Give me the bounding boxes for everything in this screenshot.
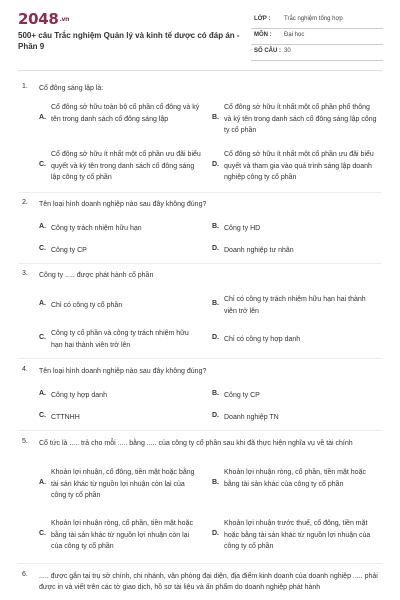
question-number: 1. [22,83,28,90]
option-letter: A. [39,300,46,307]
option-letter: A. [39,479,46,486]
question-divider [18,430,382,431]
question-text: Cổ đông sáng lập là: [39,85,104,92]
question-divider [18,192,382,193]
option-text: Doanh nghiệp TN [224,414,279,421]
option-text: Công ty hợp danh [51,392,107,399]
question-number: 4. [22,366,28,373]
option-letter: C. [39,334,46,341]
option-text: Công ty trách nhiệm hữu hạn [51,225,142,232]
question-text: Tên loại hình doanh nghiệp nào sau đây không đúng? [39,201,207,208]
option-text: Doanh nghiệp tư nhân [224,247,294,254]
meta-value: Trắc nghiệm tổng hợp [284,16,343,22]
meta-label: SỐ CÂU : [254,48,281,54]
option-letter: D. [212,245,219,252]
option-letter: D. [212,161,219,168]
meta-label: LỚP : [254,16,271,22]
option-letter: A. [39,223,46,230]
option-text: Cổ đông sở hữu ít nhất một cổ phần ưu đãi biểu quyết và ký tên trong danh sách cổ đông sáng lập công ty cổ phần [51,151,201,181]
option-letter: D. [212,334,219,341]
option-letter: C. [39,245,46,252]
option-letter: C. [39,530,46,537]
question-number: 2. [22,199,28,206]
question-text: Cổ tức là ..... trả cho mỗi ..... bằng ..... của công ty cổ phần sau khi đã thực hiện nghĩa vụ về tài chính [39,440,353,447]
option-letter: A. [39,114,46,121]
option-letter: A. [39,390,46,397]
option-letter: D. [212,412,219,419]
question-text: ..... được gắn tại trụ sở chính, chi nhánh, văn phòng đại diện, địa điểm kinh doanh của doanh nghiệp ..... phải được in và viết trên các tờ giao dịch, hồ sơ tài liệu và ấn phẩm do doanh nghiệp phát hành [39,573,378,591]
option-text: Khoản lợi nhuận ròng, cổ phần, tiền mặt hoặc bằng tài sản khác từ nguồn lợi nhuận còn lại của công ty cổ phần [51,520,193,550]
question-number: 5. [22,438,28,445]
option-letter: C. [39,412,46,419]
option-letter: B. [212,300,219,307]
question-text: Công ty ..... được phát hành cổ phần [39,272,154,279]
option-text: Chỉ có công ty hợp danh [224,336,301,343]
option-text: Công ty cổ phần và công ty trách nhiệm hữu hạn hai thành viên trở lên [51,330,189,349]
option-letter: B. [212,479,219,486]
option-text: Chỉ có công ty cổ phần [51,302,123,309]
question-number: 6. [22,571,28,578]
option-letter: B. [212,114,219,121]
option-letter: B. [212,223,219,230]
option-text: Chỉ có công ty trách nhiệm hữu hạn hai thành viên trở lên [224,296,366,315]
question-number: 3. [22,270,28,277]
question-divider [18,358,382,359]
option-text: Cổ đông sở hữu ít nhất một cổ phần ưu đãi biểu quyết và tham gia vào quá trình sáng lập doanh nghiệp công ty cổ phần [224,151,374,181]
meta-value: Đại học [284,32,305,38]
option-text: Khoản lợi nhuận trước thuế, cổ đông, tiền mặt hoặc bằng tài sản khác từ nguồn lợi nhuận của công ty cổ phần [224,520,371,550]
option-text: CTTNHH [51,414,80,421]
logo-suffix: .vn [59,16,70,23]
option-letter: C. [39,161,46,168]
option-text: Công ty HD [224,225,261,232]
option-letter: B. [212,390,219,397]
option-text: Công ty CP [224,392,260,399]
document-title: 500+ câu Trắc nghiệm Quản lý và kinh tế dược có đáp án - Phần 9 [18,31,240,51]
logo-main: 2048 [18,10,59,28]
option-text: Cổ đông sở hữu ít nhất một cổ phần phổ thông và ký tên trong danh sách cổ đông sáng lập công ty cổ phần [224,104,377,134]
option-text: Công ty CP [51,247,87,254]
option-letter: D. [212,530,219,537]
question-divider [18,563,382,564]
meta-label: MÔN : [254,32,272,38]
option-text: Khoản lợi nhuận ròng, cổ phần, tiền mặt hoặc bằng tài sản khác của công ty cổ phần [224,469,366,488]
option-text: Khoản lợi nhuận, cổ đông, tiền mặt hoặc bằng tài sản khác từ nguồn lợi nhuận còn lại của công ty cổ phần [51,469,195,499]
meta-value: 30 [284,48,291,54]
question-text: Tên loại hình doanh nghiệp nào sau đây không đúng? [39,368,207,375]
question-divider [18,263,382,264]
option-text: Cổ đông sở hữu toàn bộ cổ phần cổ đông và ký tên trong danh sách cổ đông sáng lập [51,104,200,123]
